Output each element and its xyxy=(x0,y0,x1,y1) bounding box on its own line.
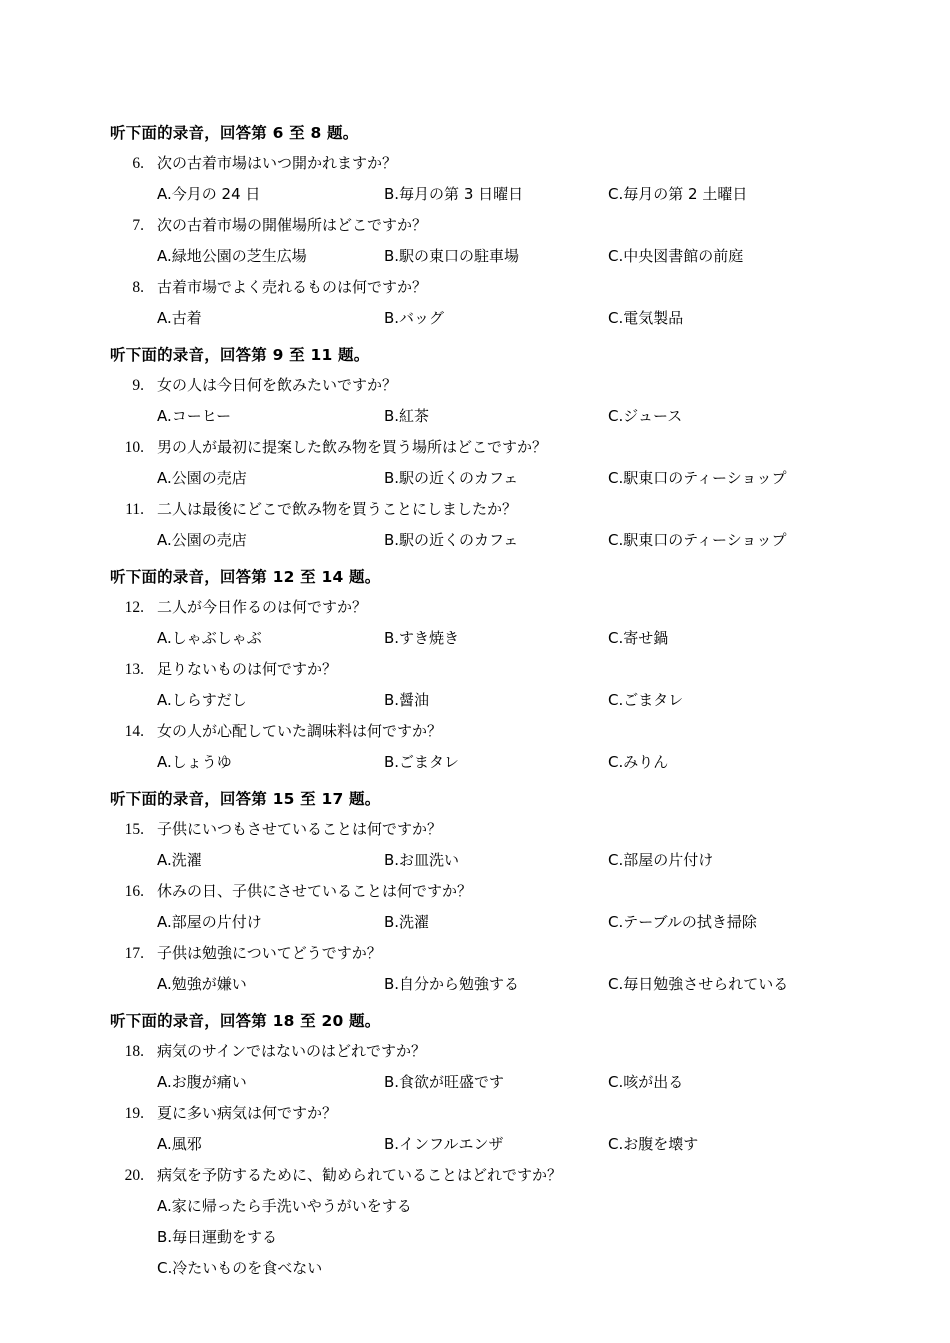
answer-option[interactable]: B.駅の近くのカフェ xyxy=(384,531,519,549)
question-block xyxy=(110,938,846,1000)
question-text: 古着市場でよく売れるものは何ですか？ xyxy=(157,278,428,296)
question-text: 夏に多い病気は何ですか？ xyxy=(157,1104,338,1122)
question-block xyxy=(110,592,846,654)
question-number: 8. xyxy=(132,279,144,296)
section-heading: 听下面的录音，回答第 6 至 8 题。 xyxy=(110,124,359,142)
question-number: 13. xyxy=(124,661,144,678)
option-row xyxy=(110,1129,846,1160)
answer-option[interactable]: C.みりん xyxy=(608,753,669,771)
answer-option[interactable]: C.毎日勉強させられている xyxy=(608,975,789,993)
question-text: 病気のサインではないのはどれですか？ xyxy=(157,1042,426,1060)
answer-option[interactable]: B.食欲が旺盛です xyxy=(384,1073,505,1091)
section-heading: 听下面的录音，回答第 15 至 17 题。 xyxy=(110,790,381,808)
question-line xyxy=(110,592,846,623)
answer-option[interactable]: B.駅の近くのカフェ xyxy=(384,469,519,487)
question-block xyxy=(110,716,846,778)
answer-option[interactable]: C.テーブルの拭き掃除 xyxy=(608,913,757,931)
answer-option[interactable]: B.洗濯 xyxy=(384,913,430,931)
question-line xyxy=(110,1098,846,1129)
question-block xyxy=(110,814,846,876)
answer-option[interactable]: C.ジュース xyxy=(608,407,683,425)
option-row xyxy=(110,845,846,876)
answer-option[interactable]: C.ごまタレ xyxy=(608,691,684,709)
answer-option[interactable]: C.冷たいものを食べない xyxy=(157,1259,323,1277)
question-text: 次の古着市場はいつ開かれますか？ xyxy=(157,154,398,172)
answer-option[interactable]: C.中央図書館の前庭 xyxy=(608,247,744,265)
answer-option[interactable]: A.今月の 24 日 xyxy=(157,185,261,203)
answer-option[interactable]: A.部屋の片付け xyxy=(157,913,262,931)
question-block xyxy=(110,654,846,716)
question-block xyxy=(110,494,846,556)
question-number: 17. xyxy=(124,945,144,962)
option-row xyxy=(110,685,846,716)
question-block xyxy=(110,1160,846,1284)
question-line xyxy=(110,210,846,241)
question-line xyxy=(110,716,846,747)
answer-option[interactable]: C.駅東口のティーショップ xyxy=(608,469,787,487)
answer-option[interactable]: B.ごまタレ xyxy=(384,753,460,771)
option-row xyxy=(110,623,846,654)
question-text: 二人が今日作るのは何ですか？ xyxy=(157,598,368,616)
section-heading: 听下面的录音，回答第 12 至 14 题。 xyxy=(110,568,381,586)
question-line xyxy=(110,432,846,463)
answer-option[interactable]: B.自分から勉強する xyxy=(384,975,520,993)
option-row xyxy=(110,303,846,334)
answer-option[interactable]: A.しゃぶしゃぶ xyxy=(157,629,262,647)
question-number: 6. xyxy=(132,155,144,172)
question-text: 二人は最後にどこで飲み物を買うことにしましたか？ xyxy=(157,500,518,518)
answer-option[interactable]: A.古着 xyxy=(157,309,202,327)
exam-content xyxy=(110,118,846,1284)
answer-option[interactable]: C.咳が出る xyxy=(608,1073,684,1091)
answer-option[interactable]: C.部屋の片付け xyxy=(608,851,714,869)
answer-option[interactable]: A.しらすだし xyxy=(157,691,247,709)
question-block xyxy=(110,210,846,272)
question-line xyxy=(110,654,846,685)
question-block xyxy=(110,432,846,494)
answer-option[interactable]: A.コーヒー xyxy=(157,407,232,425)
question-number: 10. xyxy=(124,439,144,456)
option-row xyxy=(110,1067,846,1098)
question-number: 20. xyxy=(124,1167,144,1184)
question-text: 女の人は今日何を飲みたいですか？ xyxy=(157,376,398,394)
option-row xyxy=(110,747,846,778)
question-number: 9. xyxy=(132,377,144,394)
answer-option[interactable]: A.緑地公園の芝生広場 xyxy=(157,247,307,265)
question-text: 女の人が心配していた調味料は何ですか？ xyxy=(157,722,443,740)
question-number: 16. xyxy=(124,883,144,900)
question-number: 14. xyxy=(124,723,144,740)
question-line xyxy=(110,1160,846,1191)
question-number: 18. xyxy=(124,1043,144,1060)
answer-option[interactable]: B.駅の東口の駐車場 xyxy=(384,247,520,265)
option-row xyxy=(110,969,846,1000)
answer-option[interactable]: C.電気製品 xyxy=(608,309,684,327)
option-row xyxy=(110,1191,846,1284)
question-line xyxy=(110,876,846,907)
question-text: 男の人が最初に提案した飲み物を買う場所はどこですか？ xyxy=(157,438,548,456)
question-text: 足りないものは何ですか？ xyxy=(157,660,338,678)
answer-option[interactable]: B.醤油 xyxy=(384,691,430,709)
answer-option[interactable]: C.毎月の第 2 土曜日 xyxy=(608,185,748,203)
answer-option[interactable]: A.公園の売店 xyxy=(157,531,247,549)
question-line xyxy=(110,1036,846,1067)
answer-option[interactable]: A.公園の売店 xyxy=(157,469,247,487)
question-block xyxy=(110,272,846,334)
answer-option[interactable]: B.すき焼き xyxy=(384,629,460,647)
answer-option[interactable]: B.毎日運動をする xyxy=(157,1228,278,1246)
option-row xyxy=(110,179,846,210)
answer-option[interactable]: C.駅東口のティーショップ xyxy=(608,531,787,549)
question-number: 19. xyxy=(124,1105,144,1122)
answer-option[interactable]: A.風邪 xyxy=(157,1135,202,1153)
answer-option[interactable]: B.お皿洗い xyxy=(384,851,460,869)
answer-option[interactable]: C.お腹を壊す xyxy=(608,1135,699,1153)
option-row xyxy=(110,525,846,556)
option-row xyxy=(110,907,846,938)
answer-option[interactable]: B.インフルエンザ xyxy=(384,1135,504,1153)
answer-option[interactable]: B.バッグ xyxy=(384,309,445,327)
question-block xyxy=(110,1036,846,1098)
question-number: 12. xyxy=(124,599,144,616)
question-block xyxy=(110,1098,846,1160)
answer-option[interactable]: A.勉強が嫌い xyxy=(157,975,247,993)
answer-option[interactable]: A.しょうゆ xyxy=(157,753,232,771)
question-block xyxy=(110,876,846,938)
answer-option[interactable]: B.紅茶 xyxy=(384,407,430,425)
answer-option[interactable]: A.洗濯 xyxy=(157,851,202,869)
answer-option[interactable]: A.お腹が痛い xyxy=(157,1073,247,1091)
question-line xyxy=(110,272,846,303)
question-line xyxy=(110,938,846,969)
option-row xyxy=(110,241,846,272)
question-number: 15. xyxy=(124,821,144,838)
section-heading: 听下面的录音，回答第 18 至 20 题。 xyxy=(110,1012,381,1030)
option-row xyxy=(110,401,846,432)
question-text: 子供は勉強についてどうですか？ xyxy=(157,944,382,962)
option-row xyxy=(110,463,846,494)
question-line xyxy=(110,148,846,179)
question-text: 次の古着市場の開催場所はどこですか？ xyxy=(157,216,428,234)
section-heading: 听下面的录音，回答第 9 至 11 题。 xyxy=(110,346,370,364)
question-block xyxy=(110,148,846,210)
question-line xyxy=(110,370,846,401)
question-text: 子供にいつもさせていることは何ですか？ xyxy=(157,820,443,838)
question-block xyxy=(110,370,846,432)
question-text: 病気を予防するために、勧められていることはどれですか？ xyxy=(157,1166,563,1184)
question-text: 休みの日、子供にさせていることは何ですか？ xyxy=(157,882,473,900)
answer-option[interactable]: A.家に帰ったら手洗いやうがいをする xyxy=(157,1197,412,1215)
question-number: 7. xyxy=(132,217,144,234)
question-number: 11. xyxy=(125,501,144,518)
answer-option[interactable]: C.寄せ鍋 xyxy=(608,629,669,647)
answer-option[interactable]: B.毎月の第 3 日曜日 xyxy=(384,185,524,203)
question-line xyxy=(110,814,846,845)
question-line xyxy=(110,494,846,525)
